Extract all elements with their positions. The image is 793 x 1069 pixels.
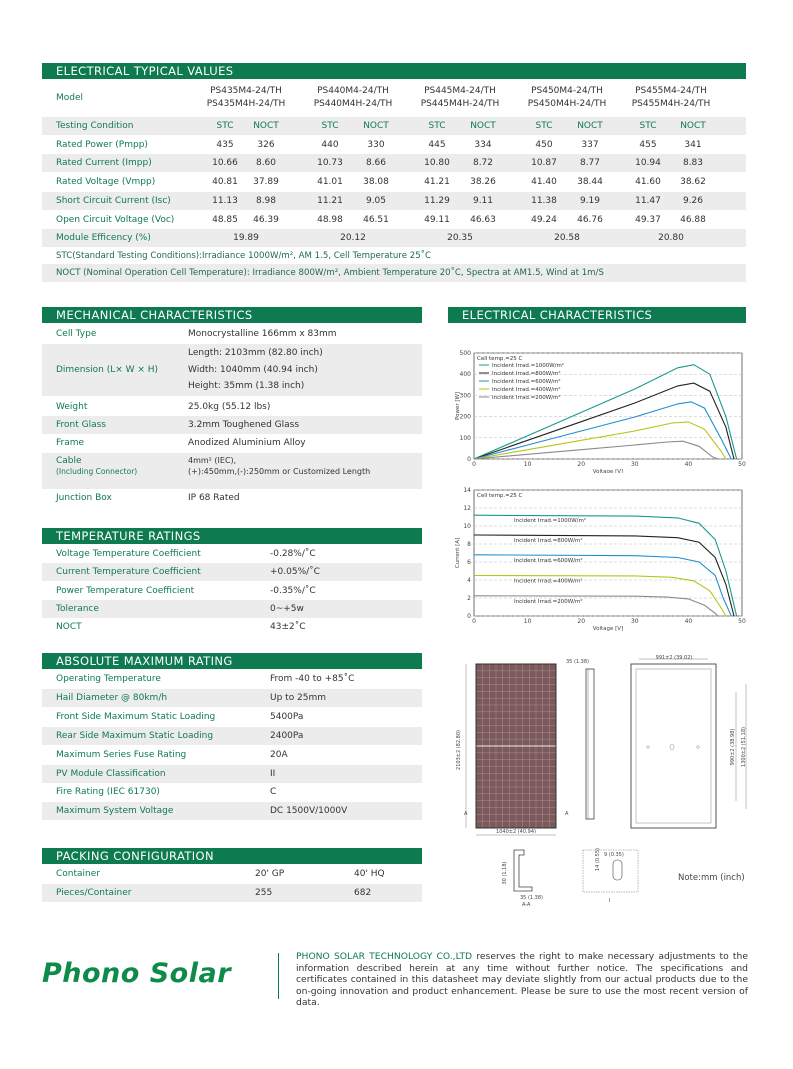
packing-row xyxy=(42,865,422,883)
electrical-cell: 330 xyxy=(367,139,385,150)
packing-row xyxy=(42,884,422,902)
model-name: PS455M4H-24/TH xyxy=(631,99,711,109)
electrical-cell: 41.40 xyxy=(531,177,557,188)
efficiency-value: 20.35 xyxy=(447,233,473,243)
electrical-cell: 46.63 xyxy=(470,214,496,225)
spec-row xyxy=(42,727,422,745)
electrical-cell: NOCT xyxy=(470,121,496,131)
section-a-left: A xyxy=(464,811,468,817)
packing-value-1: 255 xyxy=(255,888,273,898)
electrical-cell: 38.44 xyxy=(577,177,603,188)
logo-text: Phono Solar xyxy=(42,958,232,989)
dimension-length: Length: 2103mm (82.80 inch) xyxy=(188,348,323,358)
electrical-cell: 48.85 xyxy=(212,214,238,225)
x-tick-label: 20 xyxy=(577,461,586,468)
spec-label: NOCT xyxy=(56,622,82,633)
electrical-cell: 10.87 xyxy=(531,158,557,169)
spec-label: Rear Side Maximum Static Loading xyxy=(56,730,214,741)
chart-title: Cell temp.=25 C xyxy=(477,493,523,499)
side-view xyxy=(566,659,594,819)
electrical-cell: 10.80 xyxy=(424,158,450,169)
electrical-cell: 8.60 xyxy=(255,158,277,169)
legend-label: Incident Irrad.=800W/m² xyxy=(492,371,561,377)
electrical-cell: NOCT xyxy=(253,121,279,131)
dimension-width: Width: 1040mm (40.94 inch) xyxy=(188,365,318,375)
electrical-cell: 435 xyxy=(216,139,234,150)
electrical-cell: 8.77 xyxy=(579,158,601,169)
model-name: PS445M4-24/TH xyxy=(424,86,496,96)
electrical-cell: STC xyxy=(216,121,234,131)
spec-value: II xyxy=(270,768,276,779)
y-tick-label: 8 xyxy=(467,541,471,548)
y-tick-label: 300 xyxy=(459,392,471,400)
frame-row xyxy=(42,434,422,452)
dim-mount-1: 990±2 (38.98) xyxy=(730,728,736,766)
cable-label: Cable xyxy=(56,456,82,466)
hole-detail xyxy=(583,848,638,904)
cell-type-value: Monocrystalline 166mm x 83mm xyxy=(188,329,337,339)
company-logo xyxy=(42,958,231,989)
cell-type-row xyxy=(42,325,422,343)
front-glass-label: Front Glass xyxy=(56,420,106,430)
junction-label: Junction Box xyxy=(56,493,112,503)
electrical-cell: 334 xyxy=(474,139,492,150)
electrical-values-header: ELECTRICAL TYPICAL VALUES xyxy=(42,63,746,79)
curve-label: Incident Irrad.=800W/m² xyxy=(514,538,583,544)
electrical-cell: 11.47 xyxy=(635,195,661,206)
y-tick-label: 14 xyxy=(463,487,471,494)
electrical-row-label: Open Circuit Voltage (Voc) xyxy=(56,214,175,225)
x-tick-label: 0 xyxy=(472,618,476,625)
y-tick-label: 0 xyxy=(467,613,471,620)
electrical-cell: STC xyxy=(321,121,339,131)
spec-label: Power Temperature Coefficient xyxy=(56,585,195,596)
electrical-row xyxy=(42,154,746,172)
electrical-cell: 38.26 xyxy=(470,177,496,188)
cable-sublabel: (Including Connector) xyxy=(56,467,138,476)
electrical-cell: 455 xyxy=(639,139,657,150)
electrical-cell: 40.81 xyxy=(212,177,238,188)
model-name: PS435M4H-24/TH xyxy=(206,99,286,109)
x-tick-label: 20 xyxy=(577,618,586,625)
spec-row xyxy=(42,563,422,581)
section-a-right: A xyxy=(565,811,569,817)
y-tick-label: 6 xyxy=(467,559,471,566)
electrical-row-label: Short Circuit Current (Isc) xyxy=(56,195,171,206)
front-view xyxy=(456,664,569,835)
y-axis-label: Power [W] xyxy=(455,391,461,421)
electrical-cell: 10.73 xyxy=(317,158,343,169)
absolute-header: ABSOLUTE MAXIMUM RATING xyxy=(42,653,422,669)
electrical-cell: 8.72 xyxy=(472,158,494,169)
y-tick-label: 200 xyxy=(459,413,471,421)
x-tick-label: 50 xyxy=(738,461,746,468)
electrical-cell: 326 xyxy=(257,139,275,150)
electrical-row xyxy=(42,211,746,229)
front-glass-row xyxy=(42,416,422,434)
spec-value: +0.05%/˚C xyxy=(270,567,320,578)
efficiency-value: 20.12 xyxy=(340,233,366,243)
electrical-cell: 445 xyxy=(428,139,446,150)
electrical-cell: NOCT xyxy=(680,121,706,131)
spec-row xyxy=(42,670,422,688)
electrical-cell: 9.05 xyxy=(365,195,387,206)
x-tick-label: 40 xyxy=(684,618,693,625)
spec-row xyxy=(42,765,422,783)
spec-label: Hail Diameter @ 80km/h xyxy=(56,692,168,703)
electrical-cell: 48.98 xyxy=(317,214,343,225)
electrical-row-label: Rated Power (Pmpp) xyxy=(56,139,148,150)
cable-value-1: 4mm² (IEC), xyxy=(188,456,237,465)
spec-value: C xyxy=(270,787,277,798)
spec-value: -0.28%/˚C xyxy=(270,549,316,559)
frame-label: Frame xyxy=(56,438,85,448)
dim-side: 35 (1.38) xyxy=(566,659,589,665)
back-view xyxy=(631,655,747,828)
electrical-cell: 38.08 xyxy=(363,177,389,188)
x-axis-label: Voltage [V] xyxy=(592,469,624,473)
electrical-cell: NOCT xyxy=(363,121,389,131)
electrical-cell: 337 xyxy=(581,139,599,150)
spec-row xyxy=(42,708,422,726)
spec-label: Tolerance xyxy=(56,603,99,614)
dim-height: 2103±2 (82.80) xyxy=(456,730,462,770)
dim-mount-2: 1300±2 (51.18) xyxy=(741,727,747,767)
spec-value: Up to 25mm xyxy=(270,692,327,703)
dim-back-top: 991±2 (39.02) xyxy=(655,655,693,661)
model-label: Model xyxy=(56,93,84,103)
detail-hole-w: 9 (0.35) xyxy=(604,852,624,858)
electrical-cell: STC xyxy=(428,121,446,131)
electrical-cell: 11.38 xyxy=(531,195,557,206)
electrical-cell: 49.37 xyxy=(635,214,661,225)
chart-title: Cell temp.=25 C xyxy=(477,356,523,362)
footer-disclaimer xyxy=(296,951,748,1009)
weight-row xyxy=(42,398,422,416)
electrical-cell: 37.89 xyxy=(253,177,279,188)
detail-label: I xyxy=(609,898,611,904)
spec-label: Front Side Maximum Static Loading xyxy=(56,711,216,722)
disclaimer-text: reserves the right to make necessary adjustments to the information described herein at any time without further notice. The specifications and certificates contained in this datasheet may deviate slightly from our actual products due to the on-going innovation and product enhancement. Please be sure to use the most recent version of data. xyxy=(296,951,748,1009)
electrical-cell: 450 xyxy=(535,139,553,150)
spec-row xyxy=(42,545,422,563)
model-name: PS450M4H-24/TH xyxy=(527,99,607,109)
electrical-characteristics-header: ELECTRICAL CHARACTERISTICS xyxy=(448,307,746,323)
curve-label: Incident Irrad.=200W/m² xyxy=(514,598,583,605)
electrical-cell: 41.01 xyxy=(317,177,343,188)
electrical-cell: 8.83 xyxy=(682,158,704,169)
spec-value: From -40 to +85˚C xyxy=(270,674,355,684)
electrical-cell: 9.11 xyxy=(472,195,494,206)
y-tick-label: 12 xyxy=(463,505,471,512)
electrical-cell: STC xyxy=(639,121,657,131)
section-label: A-A xyxy=(522,902,531,908)
spec-label: Maximum Series Fuse Rating xyxy=(56,749,187,760)
electrical-cell: 440 xyxy=(321,139,339,150)
x-axis-label: Voltage [V] xyxy=(592,626,624,632)
noct-note-row xyxy=(42,264,746,282)
model-name: PS455M4-24/TH xyxy=(635,86,707,96)
y-tick-label: 100 xyxy=(459,434,471,442)
packing-label: Container xyxy=(56,869,100,879)
junction-row xyxy=(42,489,422,507)
electrical-cell: STC xyxy=(535,121,553,131)
curve-label: Incident Irrad.=400W/m² xyxy=(514,578,583,585)
spec-row xyxy=(42,582,422,600)
spec-row xyxy=(42,689,422,707)
series-line xyxy=(474,402,731,459)
spec-label: Maximum System Voltage xyxy=(56,806,174,817)
electrical-cell: 46.51 xyxy=(363,214,389,225)
electrical-cell: 49.11 xyxy=(424,214,450,225)
electrical-row-label: Testing Condition xyxy=(56,121,134,131)
dimension-height: Height: 35mm (1.38 inch) xyxy=(188,381,305,391)
electrical-cell: 46.76 xyxy=(577,214,603,225)
spec-value: 2400Pa xyxy=(270,730,304,741)
model-name: PS440M4H-24/TH xyxy=(313,99,393,109)
footer-divider xyxy=(278,953,279,999)
y-tick-label: 10 xyxy=(463,523,471,530)
spec-value: -0.35%/˚C xyxy=(270,585,316,596)
spec-row xyxy=(42,783,422,801)
x-tick-label: 30 xyxy=(630,461,639,468)
temperature-header: TEMPERATURE RATINGS xyxy=(42,528,422,544)
cell-type-label: Cell Type xyxy=(56,329,97,339)
company-name: PHONO SOLAR TECHNOLOGY CO.,LTD xyxy=(296,951,473,962)
efficiency-label: Module Efficency (%) xyxy=(56,233,151,243)
x-tick-label: 10 xyxy=(523,618,532,625)
spec-value: 5400Pa xyxy=(270,711,304,722)
model-name: PS445M4H-24/TH xyxy=(420,99,500,109)
y-tick-label: 0 xyxy=(467,456,471,463)
electrical-cell: NOCT xyxy=(577,121,603,131)
electrical-cell: 49.24 xyxy=(531,214,557,225)
efficiency-value: 20.58 xyxy=(554,233,580,243)
spec-value: DC 1500V/1000V xyxy=(270,806,348,817)
legend-label: Incident Irrad.=200W/m² xyxy=(492,395,561,401)
electrical-row xyxy=(42,192,746,210)
y-tick-label: 500 xyxy=(459,350,471,357)
spec-row xyxy=(42,746,422,764)
efficiency-value: 19.89 xyxy=(233,233,259,243)
packing-value-1: 20' GP xyxy=(255,869,285,879)
cross-section xyxy=(502,850,543,908)
weight-label: Weight xyxy=(56,402,88,412)
stc-note-row xyxy=(42,247,746,265)
curve-label: Incident Irrad.=600W/m² xyxy=(514,557,583,564)
noct-note: NOCT (Nominal Operation Cell Temperature): Irradiance 800W/m², Ambient Temperature 20˚C, Spectra at AM1.5, Wind at 1m/S xyxy=(56,268,604,278)
spec-row xyxy=(42,618,422,636)
y-tick-label: 2 xyxy=(467,595,471,602)
mechanical-header: MECHANICAL CHARACTERISTICS xyxy=(42,307,422,323)
junction-value: IP 68 Rated xyxy=(188,493,240,503)
model-name: PS440M4-24/TH xyxy=(317,86,389,96)
electrical-cell: 9.19 xyxy=(579,195,601,206)
stc-note: STC(Standard Testing Conditions):Irradiance 1000W/m², AM 1.5, Cell Temperature 25˚C xyxy=(56,251,431,261)
cable-value-2: (+):450mm,(-):250mm or Customized Length xyxy=(188,467,371,476)
spec-label: Fire Rating (IEC 61730) xyxy=(56,787,160,798)
x-tick-label: 30 xyxy=(630,618,639,625)
dimension-label: Dimension (L× W × H) xyxy=(56,365,159,375)
electrical-row-label: Rated Voltage (Vmpp) xyxy=(56,177,156,188)
electrical-row xyxy=(42,136,746,154)
electrical-row-label: Rated Current (Impp) xyxy=(56,158,152,169)
series-line xyxy=(474,596,718,616)
electrical-cell: 11.21 xyxy=(317,195,343,206)
y-axis-label: Current [A] xyxy=(455,537,461,569)
electrical-row xyxy=(42,173,746,191)
drawing-note: Note:mm (inch) xyxy=(678,873,745,883)
detail-width: 35 (1.38) xyxy=(520,895,543,901)
plot-frame xyxy=(474,490,742,616)
y-tick-label: 4 xyxy=(467,577,471,584)
y-tick-label: 400 xyxy=(459,371,471,379)
electrical-cell: 8.66 xyxy=(365,158,387,169)
dimension-row xyxy=(42,344,422,396)
electrical-cell: 10.94 xyxy=(635,158,661,169)
curve-label: Incident Irrad.=1000W/m² xyxy=(514,518,587,525)
electrical-cell: 11.29 xyxy=(424,195,450,206)
front-glass-value: 3.2mm Toughened Glass xyxy=(188,420,300,430)
electrical-row xyxy=(42,117,746,135)
electrical-cell: 46.39 xyxy=(253,214,279,225)
spec-row xyxy=(42,600,422,618)
electrical-cell: 341 xyxy=(684,139,702,150)
electrical-cell: 41.21 xyxy=(424,177,450,188)
packing-value-2: 682 xyxy=(354,888,372,898)
spec-value: 43±2˚C xyxy=(270,622,306,633)
legend-label: Incident Irrad.=600W/m² xyxy=(492,379,561,385)
electrical-cell: 41.60 xyxy=(635,177,661,188)
spec-label: PV Module Classification xyxy=(56,768,166,779)
series-line xyxy=(474,555,731,616)
cable-row xyxy=(42,453,422,489)
spec-label: Operating Temperature xyxy=(56,674,161,684)
spec-value: 20A xyxy=(270,749,288,760)
model-name: PS450M4-24/TH xyxy=(531,86,603,96)
electrical-cell: 8.98 xyxy=(255,195,277,206)
electrical-cell: 11.13 xyxy=(212,195,238,206)
series-line xyxy=(474,441,718,459)
spec-row xyxy=(42,802,422,820)
iv-curve-chart xyxy=(446,486,746,634)
detail-height: 30 (1.18) xyxy=(502,861,508,885)
packing-value-2: 40' HQ xyxy=(354,869,385,879)
electrical-cell: 46.88 xyxy=(680,214,706,225)
spec-value: 0~+5w xyxy=(270,603,304,614)
spec-label: Voltage Temperature Coefficient xyxy=(56,549,201,559)
packing-label: Pieces/Container xyxy=(56,888,132,898)
packing-header: PACKING CONFIGURATION xyxy=(42,848,422,864)
electrical-cell: 9.26 xyxy=(682,195,704,206)
x-tick-label: 40 xyxy=(684,461,693,468)
model-name: PS435M4-24/TH xyxy=(210,86,282,96)
series-line xyxy=(474,422,726,459)
electrical-cell: 38.62 xyxy=(680,177,706,188)
x-tick-label: 50 xyxy=(738,618,746,625)
x-tick-label: 10 xyxy=(523,461,532,468)
legend-label: Incident Irrad.=400W/m² xyxy=(492,387,561,393)
efficiency-value: 20.80 xyxy=(658,233,684,243)
detail-hole-h: 14 (0.55) xyxy=(595,848,601,871)
x-tick-label: 0 xyxy=(472,461,476,468)
electrical-cell: 10.66 xyxy=(212,158,238,169)
dim-width: 1040±2 (40.94) xyxy=(496,829,536,835)
legend-label: Incident Irrad.=1000W/m² xyxy=(492,363,565,369)
spec-label: Current Temperature Coefficient xyxy=(56,567,201,578)
weight-value: 25.0kg (55.12 lbs) xyxy=(188,402,271,412)
pv-curve-chart xyxy=(446,348,746,473)
frame-value: Anodized Aluminium Alloy xyxy=(188,438,306,448)
